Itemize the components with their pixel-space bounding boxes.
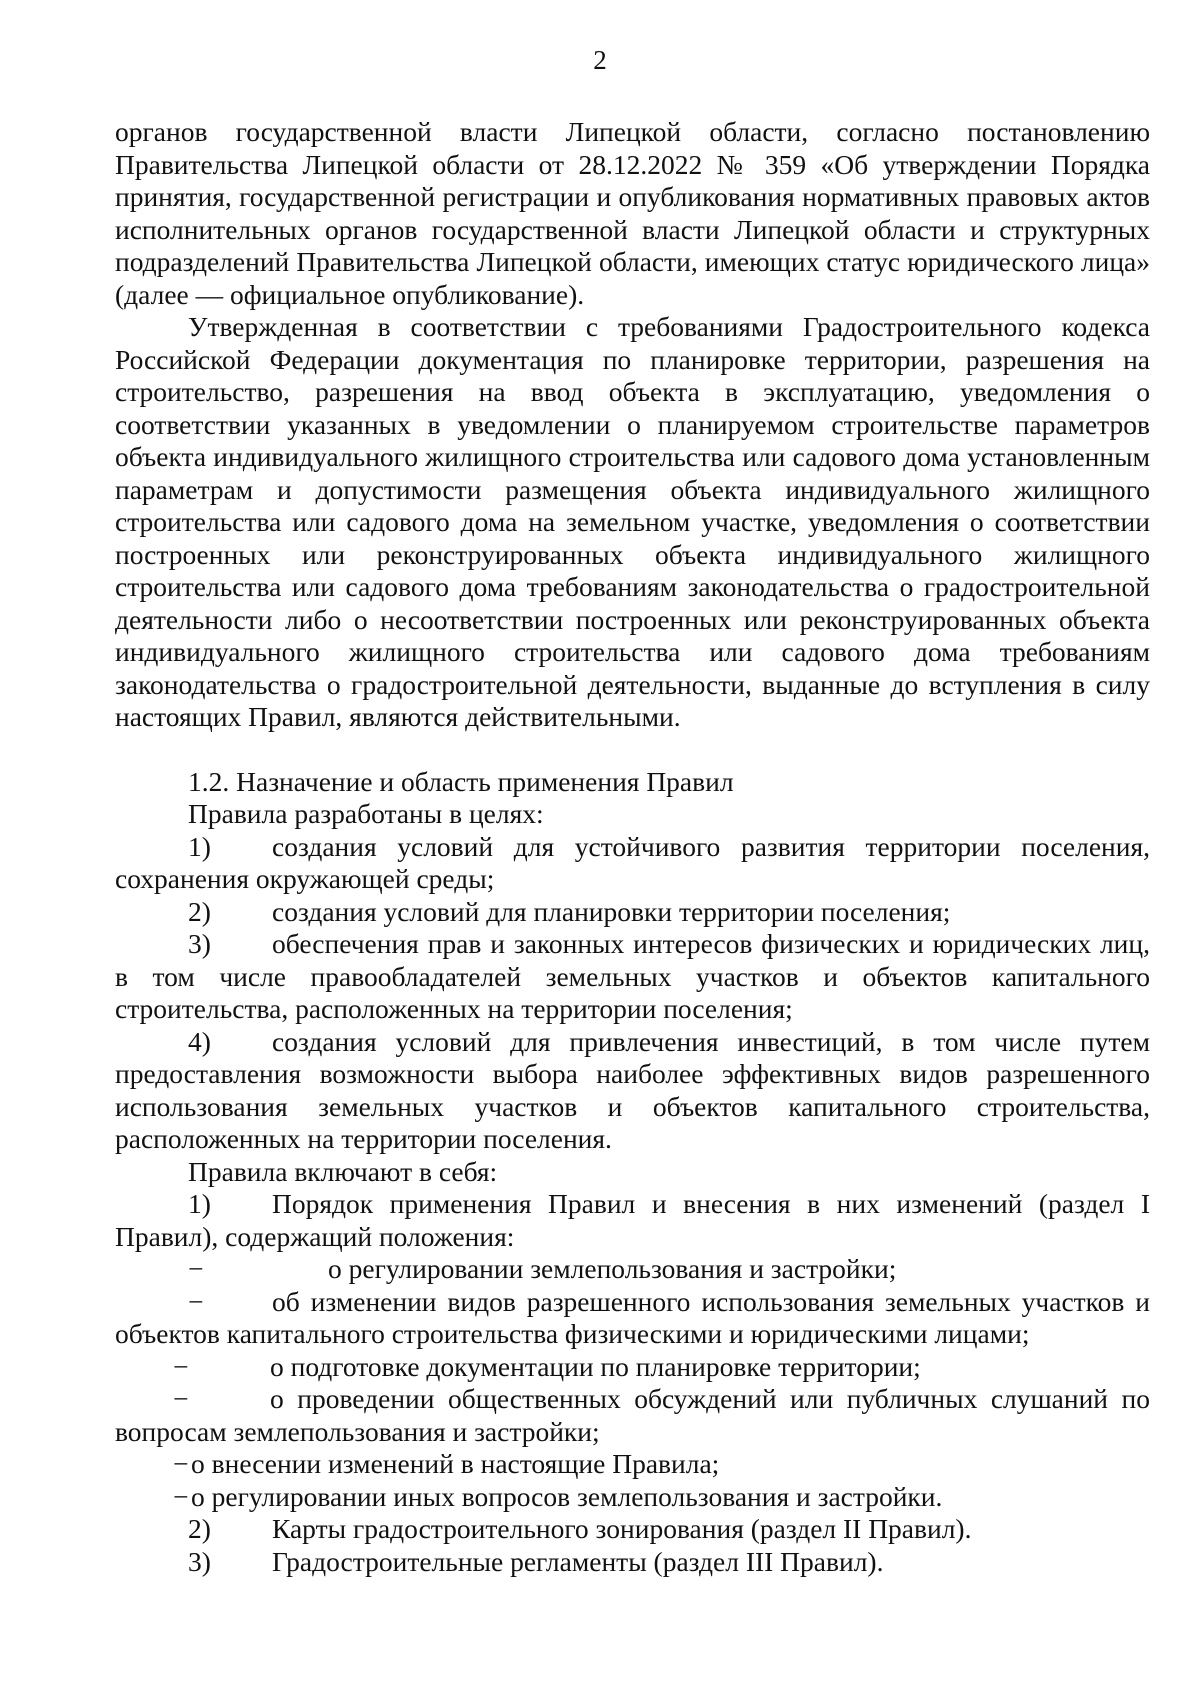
- goal-number: 3): [188, 928, 211, 959]
- includes-text: Градостроительные регламенты (раздел III Правил).: [272, 1545, 884, 1577]
- provision-text: о подготовке документации по планировке территории;: [270, 1350, 921, 1382]
- provision-text: об изменении видов разрешенного использования земельных участков и объектов капитального строительства физическими и юридическими лицами;: [115, 1285, 1150, 1349]
- includes-number: 2): [188, 1513, 211, 1544]
- goal-item: [115, 928, 1150, 1026]
- includes-intro: Правила включают в себя:: [188, 1155, 498, 1187]
- includes-number: 1): [188, 1188, 211, 1219]
- provision-dash: −: [173, 1480, 189, 1512]
- provision-item: [115, 1481, 1150, 1514]
- includes-number: 3): [188, 1545, 211, 1577]
- provision-item: [115, 1383, 1150, 1448]
- goal-text: создания условий для привлечения инвестиций, в том числе путем предоставления возможности выбора наиболее эффективных видов разрешенного использования земельных участков и объектов капитального строительства, расположенных на территории поселения.: [115, 1025, 1150, 1154]
- goal-item: [115, 1026, 1150, 1156]
- provision-item: [115, 1253, 1150, 1286]
- goal-text: создания условий для планировки территории поселения;: [272, 895, 951, 927]
- approved-docs-paragraph: Утвержденная в соответствии с требованиями Градостроительного кодекса Российской Федерации документация по планировке территории, разрешения на строительство, разрешения на ввод объекта в эксплуатацию, уведомления о соответствии указанных в уведомлении о планируемом строительстве параметров объекта индивидуального жилищного строительства или садового дома установленным параметрам и допустимости размещения объекта индивидуального жилищного строительства или садового дома на земельном участке, уведомления о соответствии построенных или реконструированных объекта индивидуального жилищного строительства или садового дома требованиям законодательства о градостроительной деятельности либо о несоответствии построенных или реконструированных объекта индивидуального жилищного строительства или садового дома требованиям законодательства о градостроительной деятельности, выданные до вступления в силу настоящих Правил, являются действительными.: [115, 311, 1150, 732]
- provision-text: о внесении изменений в настоящие Правила;: [191, 1448, 720, 1479]
- provision-text: о проведении общественных обсуждений или публичных слушаний по вопросам землепользования и застройки;: [115, 1383, 1150, 1447]
- goal-item: [115, 831, 1150, 896]
- provision-text: о регулировании иных вопросов землепользования и застройки.: [191, 1480, 943, 1512]
- provision-dash: −: [188, 1253, 204, 1284]
- provision-text: о регулировании землепользования и застройки;: [328, 1253, 897, 1284]
- provision-item: [115, 1448, 1150, 1481]
- intro-paragraph: органов государственной власти Липецкой области, согласно постановлению Правительства Липецкой области от 28.12.2022 № 359 «Об утверждении Порядка принятия, государственной регистрации и опубликования нормативных правовых актов исполнительных органов государственной власти Липецкой области и структурных подразделений Правительства Липецкой области, имеющих статус юридического лица» (далее — официальное опубликование).: [115, 116, 1150, 310]
- goals-intro: Правила разработаны в целях:: [188, 798, 544, 829]
- page-number: 2: [593, 45, 607, 75]
- goal-number: 2): [188, 895, 211, 927]
- provision-dash: −: [173, 1448, 189, 1479]
- includes-item: [115, 1513, 1150, 1546]
- provision-item: [115, 1286, 1150, 1351]
- section-heading: 1.2. Назначение и область применения Правил: [188, 765, 734, 797]
- document-body: [115, 116, 1150, 1578]
- goal-text: обеспечения прав и законных интересов физических и юридических лиц, в том числе правообладателей земельных участков и объектов капитального строительства, расположенных на территории поселения;: [115, 928, 1150, 1024]
- includes-item: [115, 1188, 1150, 1253]
- provision-dash: −: [173, 1383, 189, 1414]
- includes-text: Карты градостроительного зонирования (раздел II Правил).: [272, 1513, 972, 1544]
- goal-item: [115, 896, 1150, 929]
- goal-number: 4): [188, 1025, 211, 1057]
- goal-text: создания условий для устойчивого развития территории поселения, сохранения окружающей среды;: [115, 830, 1150, 894]
- includes-text: Порядок применения Правил и внесения в них изменений (раздел I Правил), содержащий положения:: [115, 1188, 1150, 1252]
- provision-item: [115, 1351, 1150, 1384]
- provision-dash: −: [173, 1350, 189, 1382]
- provision-dash: −: [188, 1285, 204, 1317]
- includes-item: [115, 1546, 1150, 1579]
- goal-number: 1): [188, 830, 211, 862]
